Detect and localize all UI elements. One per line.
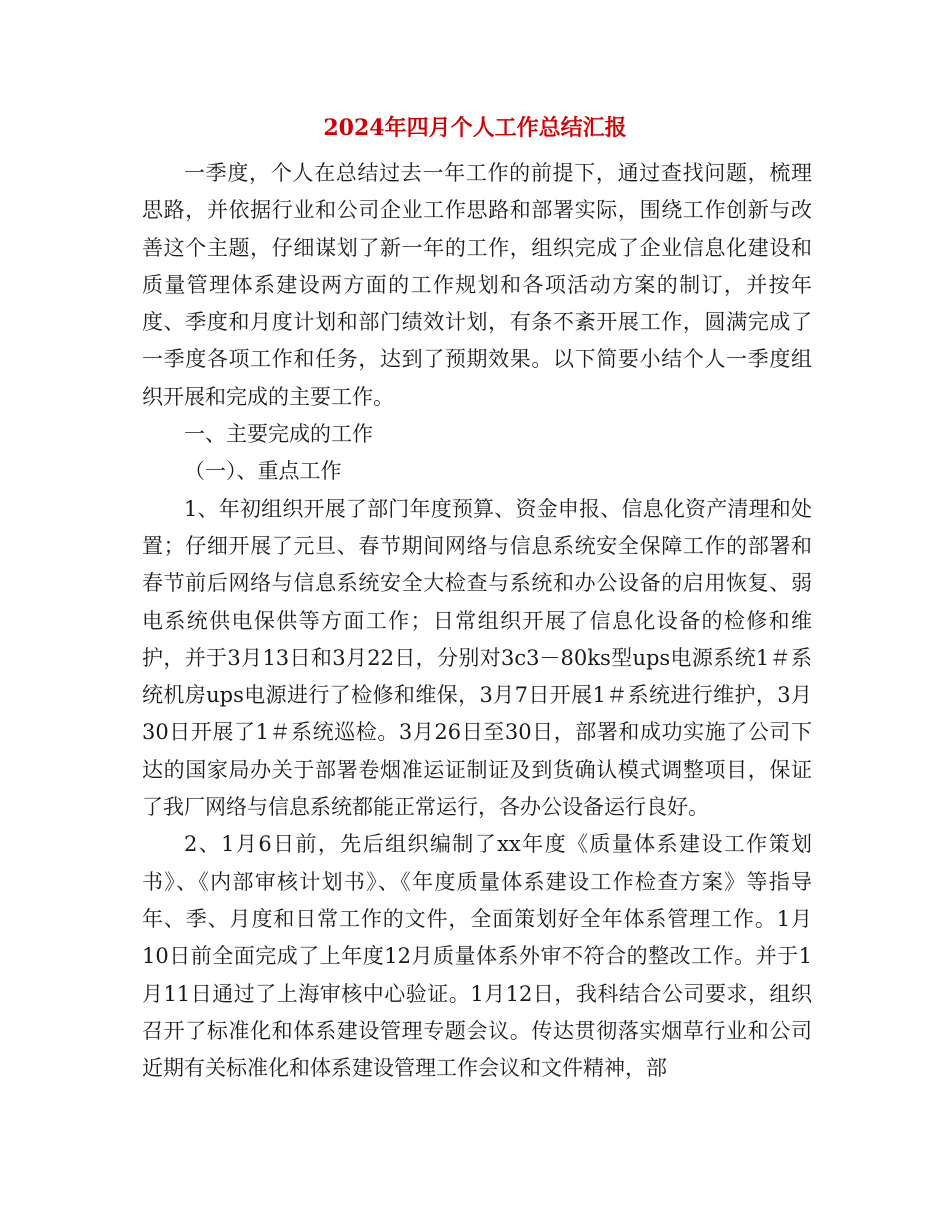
paragraph-item-1: 1、年初组织开展了部门年度预算、资金申报、信息化资产清理和处置；仔细开展了元旦、春节期间网络与信息系统安全保障工作的部署和春节前后网络与信息系统安全大检查与系统和办公设备的启用恢复、弱电系统供电保供等方面工作；日常组织开展了信息化设备的检修和维护，并于3月13日和3月22日，分别对3c3－80ks型ups电源系统1＃系统机房ups电源进行了检修和维保，3月7日开展1＃系统进行维护，3月30日开展了1＃系统巡检。3月26日至30日，部署和成功实施了公司下达的国家局办关于部署卷烟准运证制证及到货确认模式调整项目，保证了我厂网络与信息系统都能正常运行，各办公设备运行良好。 xyxy=(142,496,812,820)
heading-main-work: 一、主要完成的工作 xyxy=(184,422,373,447)
paragraph-item-2: 2、1月6日前，先后组织编制了xx年度《质量体系建设工作策划书》、《内部审核计划书》、《年度质量体系建设工作检查方案》等指导年、季、月度和日常工作的文件，全面策划好全年体系管理工作。1月10日前全面完成了上年度12月质量体系外审不符合的整改工作。并于1月11日通过了上海审核中心验证。1月12日，我科结合公司要求，组织召开了标准化和体系建设管理专题会议。传达贯彻落实烟草行业和公司近期有关标准化和体系建设管理工作会议和文件精神，部 xyxy=(142,832,812,1081)
heading-key-work: （一）、重点工作 xyxy=(184,459,342,484)
paragraph-intro: 一季度，个人在总结过去一年工作的前提下，通过查找问题，梳理思路，并依据行业和公司企业工作思路和部署实际，围绕工作创新与改善这个主题，仔细谋划了新一年的工作，组织完成了企业信息化建设和质量管理体系建设两方面的工作规划和各项活动方案的制订，并按年度、季度和月度计划和部门绩效计划，有条不紊开展工作，圆满完成了一季度各项工作和任务，达到了预期效果。以下简要小结个人一季度组织开展和完成的主要工作。 xyxy=(142,161,812,409)
document-body xyxy=(142,155,812,1087)
document-title: 2024年四月个人工作总结汇报 xyxy=(323,115,627,141)
